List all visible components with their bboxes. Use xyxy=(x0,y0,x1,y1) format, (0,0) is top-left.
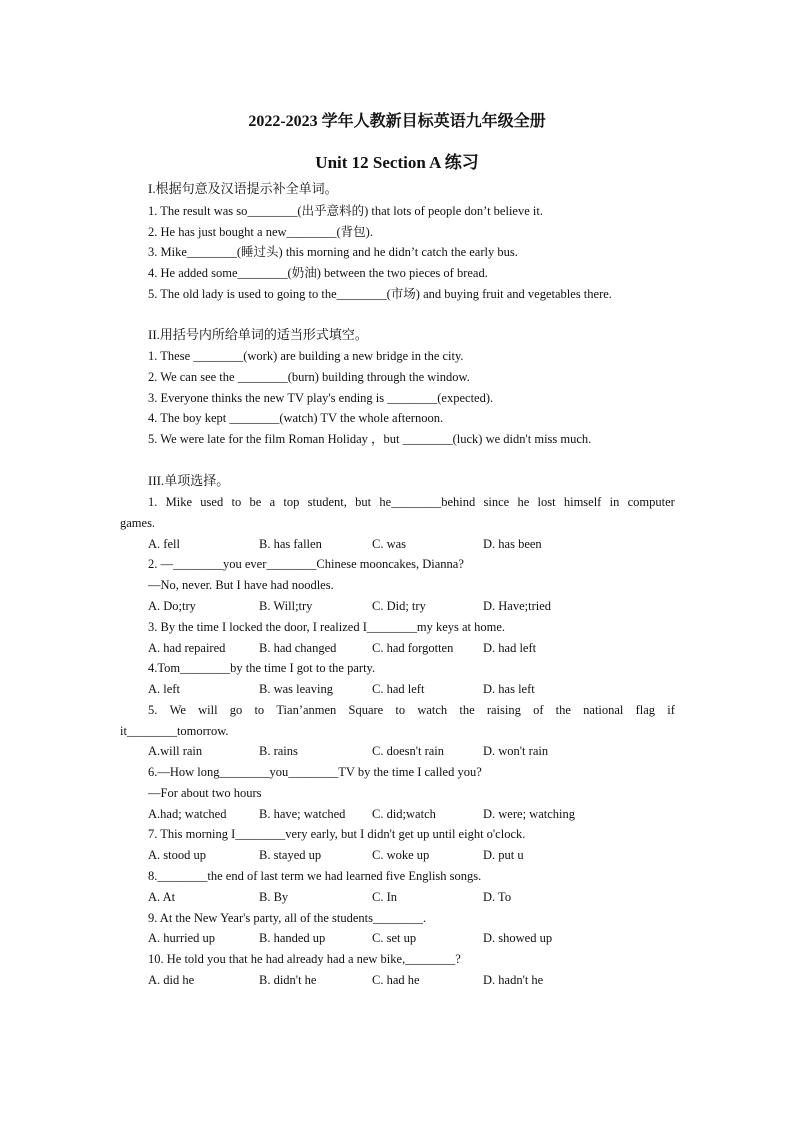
part1-item-2: 2. He has just bought a new________(背包). xyxy=(148,225,373,239)
q10-option-b: B. didn't he xyxy=(259,973,317,987)
q9-option-c: C. set up xyxy=(372,931,417,945)
q2-option-d: D. Have;tried xyxy=(483,599,552,613)
q2-option-c: C. Did; try xyxy=(372,599,426,613)
q4-option-c: C. had left xyxy=(372,682,425,696)
part1-item-1: 1. The result was so________(出乎意料的) that lots of people don’t believe it. xyxy=(148,204,543,218)
q6-option-d: D. were; watching xyxy=(483,807,575,821)
q5-option-d: D. won't rain xyxy=(483,744,549,758)
q1-option-a: A. fell xyxy=(148,537,180,551)
q5-option-b: B. rains xyxy=(259,744,298,758)
part2-item-5: 5. We were late for the film Roman Holiday ，but ________(luck) we didn't miss much. xyxy=(148,432,592,446)
q8-stem: 8.________the end of last term we had learned five English songs. xyxy=(148,869,482,883)
q10-option-d: D. hadn't he xyxy=(483,973,544,987)
q4-option-d: D. has left xyxy=(483,682,535,696)
q3-option-b: B. had changed xyxy=(259,641,337,655)
part2-heading: II.用括号内所给单词的适当形式填空。 xyxy=(148,327,368,342)
q3-stem: 3. By the time I locked the door, I realized I________my keys at home. xyxy=(148,620,506,634)
q1-stem-line2: games. xyxy=(120,516,156,530)
q1-option-d: D. has been xyxy=(483,537,542,551)
q3-option-d: D. had left xyxy=(483,641,537,655)
q1-option-b: B. has fallen xyxy=(259,537,322,551)
q5-option-a: A.will rain xyxy=(148,744,203,758)
part2-item-1: 1. These ________(work) are building a new bridge in the city. xyxy=(148,349,464,363)
q2-stem-line1: 2. —________you ever________Chinese mooncakes, Dianna? xyxy=(148,557,464,571)
q7-stem: 7. This morning I________very early, but I didn't get up until eight o'clock. xyxy=(148,827,526,841)
q10-option-c: C. had he xyxy=(372,973,420,987)
unit-subtitle: Unit 12 Section A 练习 xyxy=(315,153,479,172)
q8-option-d: D. To xyxy=(483,890,512,904)
q8-option-a: A. At xyxy=(148,890,176,904)
part2-item-3: 3. Everyone thinks the new TV play's ending is ________(expected). xyxy=(148,391,494,405)
q9-option-a: A. hurried up xyxy=(148,931,215,945)
q8-option-b: B. By xyxy=(259,890,289,904)
q2-option-a: A. Do;try xyxy=(148,599,196,613)
q3-option-a: A. had repaired xyxy=(148,641,226,655)
q10-option-a: A. did he xyxy=(148,973,195,987)
q4-stem: 4.Tom________by the time I got to the party. xyxy=(148,661,376,675)
q9-option-b: B. handed up xyxy=(259,931,326,945)
q7-option-c: C. woke up xyxy=(372,848,430,862)
q10-stem: 10. He told you that he had already had a new bike,________? xyxy=(148,952,461,966)
q4-option-b: B. was leaving xyxy=(259,682,333,696)
q1-option-c: C. was xyxy=(372,537,407,551)
q6-stem-line1: 6.—How long________you________TV by the time I called you? xyxy=(148,765,482,779)
q1-stem-line1: 1. Mike used to be a top student, but he________behind since he lost himself in computer xyxy=(148,495,675,509)
q6-option-b: B. have; watched xyxy=(259,807,346,821)
part3-heading: III.单项选择。 xyxy=(148,473,230,488)
part2-item-2: 2. We can see the ________(burn) building through the window. xyxy=(148,370,470,384)
q3-option-c: C. had forgotten xyxy=(372,641,454,655)
q6-stem-line2: —For about two hours xyxy=(148,786,262,800)
part1-item-3: 3. Mike________(睡过头) this morning and he didn’t catch the early bus. xyxy=(148,245,518,259)
q9-stem: 9. At the New Year's party, all of the students________. xyxy=(148,911,427,925)
document-title: 2022-2023 学年人教新目标英语九年级全册 xyxy=(248,113,546,130)
q9-option-d: D. showed up xyxy=(483,931,553,945)
q8-option-c: C. In xyxy=(372,890,397,904)
q5-stem-line2: it________tomorrow. xyxy=(120,724,229,738)
q6-option-c: C. did;watch xyxy=(372,807,436,821)
q7-option-b: B. stayed up xyxy=(259,848,322,862)
q7-option-a: A. stood up xyxy=(148,848,206,862)
part2-item-4: 4. The boy kept ________(watch) TV the whole afternoon. xyxy=(148,411,444,425)
part1-heading: I.根据句意及汉语提示补全单词。 xyxy=(148,181,338,196)
q5-option-c: C. doesn't rain xyxy=(372,744,445,758)
q5-stem-line1: 5. We will go to Tian’anmen Square to watch the raising of the national flag if xyxy=(148,703,675,717)
q7-option-d: D. put u xyxy=(483,848,524,862)
q4-option-a: A. left xyxy=(148,682,180,696)
part1-item-4: 4. He added some________(奶油) between the two pieces of bread. xyxy=(148,266,488,280)
q6-option-a: A.had; watched xyxy=(148,807,227,821)
part1-item-5: 5. The old lady is used to going to the________(市场) and buying fruit and vegetables there. xyxy=(148,287,612,301)
q2-option-b: B. Will;try xyxy=(259,599,313,613)
q2-stem-line2: —No, never. But I have had noodles. xyxy=(148,578,334,592)
